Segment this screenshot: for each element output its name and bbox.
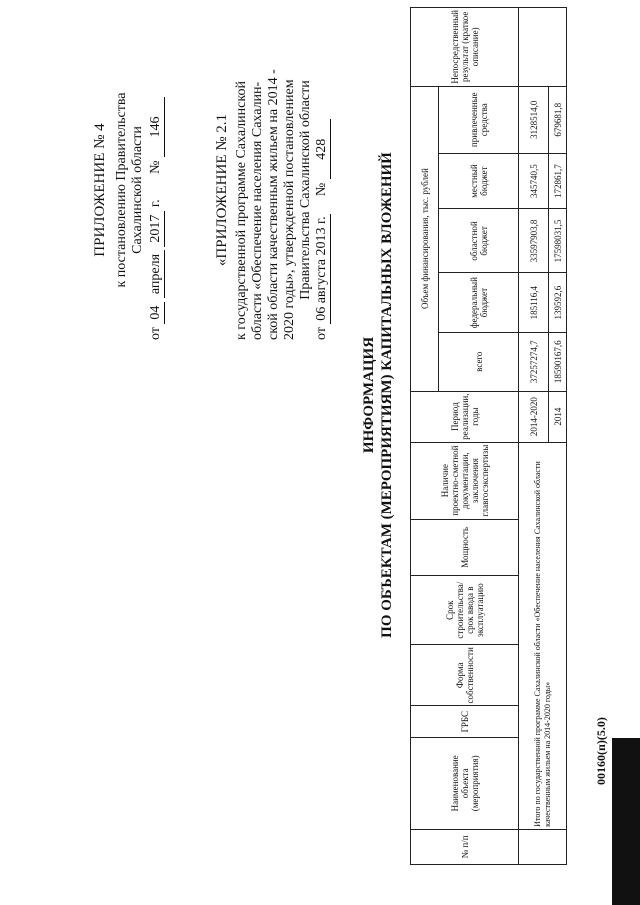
appendix-2-1-title: «ПРИЛОЖЕНИЕ № 2.1 <box>214 113 230 267</box>
col-term: Срок строительства/срок ввода в эксплуатацию <box>411 576 519 645</box>
appendix-4-line1: к постановлению Правительства <box>114 92 129 288</box>
col-local: местный бюджет <box>439 153 519 209</box>
appendix-4-day: 04 <box>148 302 165 324</box>
col-grbs: ГРБС <box>411 706 519 737</box>
row1-local: 345740,5 <box>519 153 549 209</box>
appendix-4-line2: Сахалинской области <box>130 126 145 254</box>
summary-result-cell <box>519 8 567 87</box>
col-docs: Наличие проектно-сметной документации, заключения главгосэкспертизы <box>411 442 519 519</box>
row2-total: 18590167,6 <box>549 332 567 391</box>
appendix-2-1-date-line: от 06 августа 2013 г. № 428 <box>314 40 331 340</box>
page-heading <box>360 135 396 655</box>
heading-line1: ИНФОРМАЦИЯ <box>361 336 377 454</box>
appendix-4-block <box>92 40 165 340</box>
appendix-4-month: апреля <box>148 250 165 298</box>
row1-period: 2014-2020 <box>519 391 549 442</box>
summary-label: Итого по государственной программе Сахалинской области «Обеспечение населения Сахалинской области качественным жильем на 2014-2020 годы» <box>519 442 567 829</box>
col-total: всего <box>439 332 519 391</box>
row1-total: 37257274,7 <box>519 332 549 391</box>
appendix-4-date-line: от 04 апреля 2017 г. № 146 <box>148 40 165 340</box>
footer-code: 00160(п)(5.0) <box>594 717 608 785</box>
row1-regional: 33597903,8 <box>519 209 549 273</box>
row2-regional: 17598031,5 <box>549 209 567 273</box>
col-regional: областной бюджет <box>439 209 519 273</box>
col-ownership: Форма собственности <box>411 645 519 706</box>
scan-edge-bar <box>612 738 640 905</box>
appendix-4-year: 2017 <box>148 211 165 247</box>
row1-federal: 185116,4 <box>519 273 549 333</box>
appendix-2-1-date: 06 августа 2013 г. <box>314 214 331 324</box>
row2-period: 2014 <box>549 391 567 442</box>
table-row <box>519 8 549 865</box>
appendix-4-number: 146 <box>148 97 165 157</box>
capital-investments-table <box>410 7 567 865</box>
heading-line2: ПО ОБЪЕКТАМ (МЕРОПРИЯТИЯМ) КАПИТАЛЬНЫХ ВЛОЖЕНИЙ <box>379 152 395 638</box>
row2-local: 172861,7 <box>549 153 567 209</box>
col-funding: Объем финансирования, тыс. рублей <box>411 86 439 391</box>
col-num: № п/п <box>411 829 519 864</box>
appendix-2-1-number: 428 <box>314 119 331 179</box>
row1-attracted: 3128514,0 <box>519 86 549 153</box>
col-attracted: привлеченные средства <box>439 86 519 153</box>
col-capacity: Мощность <box>411 519 519 576</box>
appendix-2-1-block: «ПРИЛОЖЕНИЕ № 2.1 к государственной программе Сахалинской области «Обеспечение населения Сахалин- ской области качественным жильем на 2014 - 2020 годы», утвержденной постановлением Правительства Сахалинской области от 06 августа 2013 г. № 428 <box>214 40 331 340</box>
col-result: Непосредственный результат (краткое описание) <box>411 8 519 87</box>
col-federal: федеральный бюджет <box>439 273 519 333</box>
row2-federal: 139592,6 <box>549 273 567 333</box>
appendix-4-title: ПРИЛОЖЕНИЕ № 4 <box>92 123 108 257</box>
col-name: Наименование объекта (мероприятия) <box>411 737 519 829</box>
row2-attracted: 679681,8 <box>549 86 567 153</box>
col-period: Период реализации, годы <box>411 391 519 442</box>
summary-num-cell <box>519 829 567 864</box>
